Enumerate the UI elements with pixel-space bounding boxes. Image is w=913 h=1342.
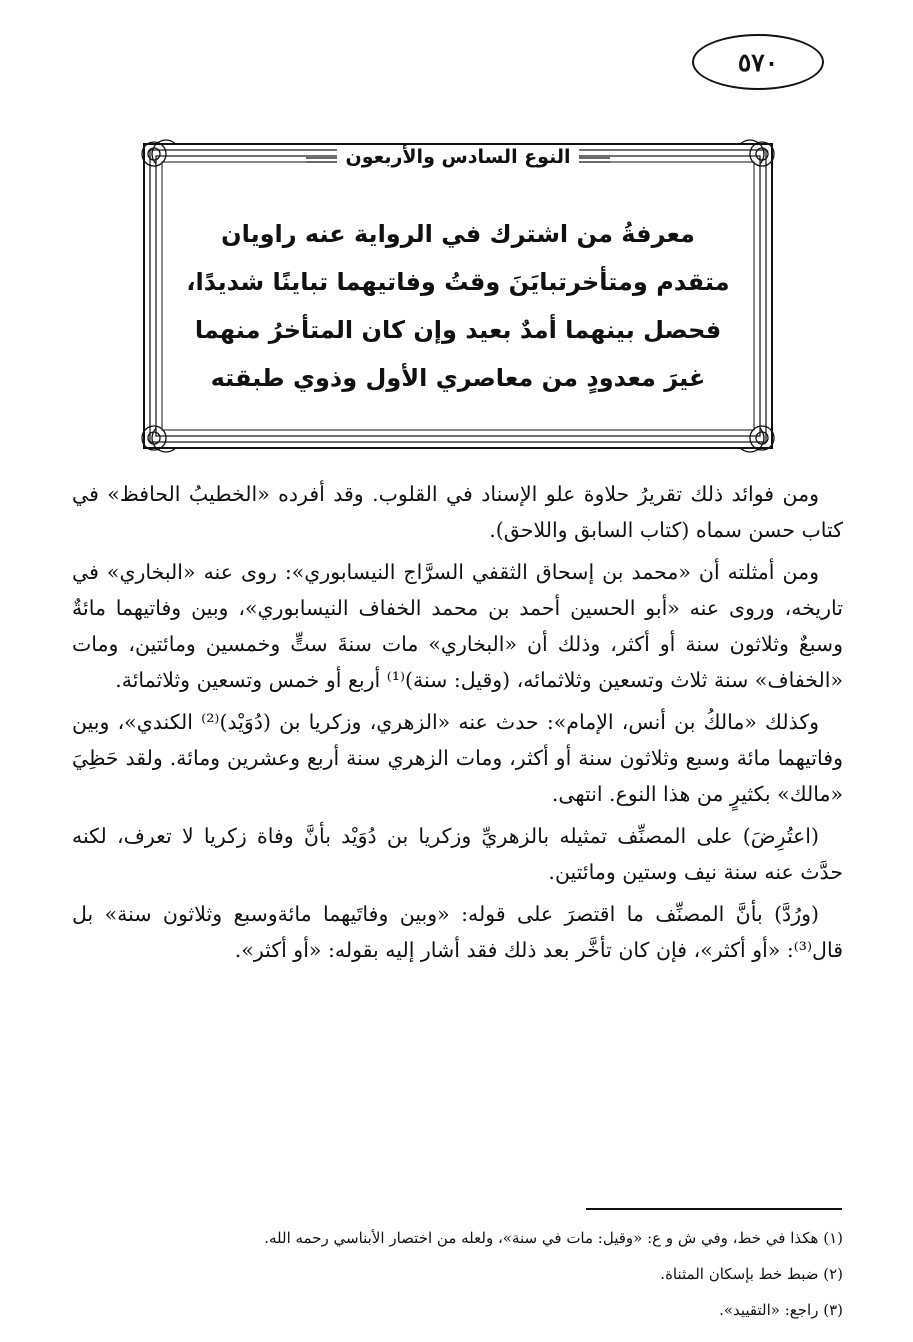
section-label: [136, 146, 780, 168]
section-title: [186, 210, 730, 402]
body-text: [72, 476, 843, 974]
title-line: فحصل بينهما أمدٌ بعيد وإن كان المتأخرُ منهما: [194, 316, 722, 344]
title-line: غيرَ معدودٍ من معاصري الأول وذوي طبقته: [210, 364, 706, 392]
footnote: (٢) ضبط خط بإسكان المثناة.: [660, 1265, 843, 1283]
footnotes: [80, 1220, 843, 1328]
title-line: متقدم ومتأخرتبايَنَ وقتُ وفاتيهما تباينًا شديدًا،: [186, 268, 730, 296]
ornamental-title-frame: [136, 136, 780, 456]
footnote: (٣) راجع: «التقييد».: [719, 1301, 843, 1319]
paragraph: ومن أمثلته أن «محمد بن إسحاق الثقفي السرَّاج النيسابوري»: روى عنه «البخاري» في تاريخه، وروى عنه «أبو الحسين أحمد بن محمد الخفاف النيسابوري»، وبين وفاتيهما مائةٌ وسبعٌ وثلاثون سنة أو أكثر، وذلك أن «البخاري» مات سنةَ ستٍّ وخمسين ومائتين، ومات «الخفاف» سنة ثلاث وتسعين وثلاثمائه، (وقيل: سنة)⁽¹⁾ أربع أو خمس وتسعين وثلاثمائة.: [72, 560, 843, 692]
paragraph: (اعتُرِضَ) على المصنِّف تمثيله بالزهريِّ وزكريا بن دُوَيْد بأنَّ وفاة زكريا لا تعرف، لكنه حدَّث عنه سنة نيف وستين ومائتين.: [72, 824, 843, 884]
section-label-text: النوع السادس والأربعون: [337, 146, 578, 168]
title-line: معرفةُ من اشترك في الرواية عنه راويان: [221, 220, 695, 248]
footnote-divider: [586, 1208, 842, 1210]
footnote: (١) هكذا في خط، وفي ش و ع: «وقيل: مات في سنة»، ولعله من اختصار الأبناسي رحمه الله.: [264, 1229, 843, 1247]
paragraph: (ورُدَّ) بأنَّ المصنِّف ما اقتصرَ على قوله: «وبين وفاتَيهما مائةوسبع وثلاثون سنة» بل قال⁽³⁾: «أو أكثر»، فإن كان تأخَّر بعد ذلك فقد أشار إليه بقوله: «أو أكثر».: [72, 902, 843, 962]
paragraph: وكذلك «مالكُ بن أنس، الإمام»: حدث عنه «الزهري، وزكريا بن (دُوَيْد)⁽²⁾ الكندي»، وبين وفاتيهما مائة وسبع وثلاثون سنة أو أكثر، ومات الزهري سنة أربع وعشرين ومائة. ولقد حَظِيَ «مالك» بكثيرٍ من هذا النوع. انتهى.: [72, 710, 843, 806]
page-number: ٥٧٠: [692, 34, 824, 90]
paragraph: ومن فوائد ذلك تقريرُ حلاوة علو الإسناد في القلوب. وقد أفرده «الخطيبُ الحافظ» في كتاب حسن سماه (كتاب السابق واللاحق).: [72, 482, 843, 542]
